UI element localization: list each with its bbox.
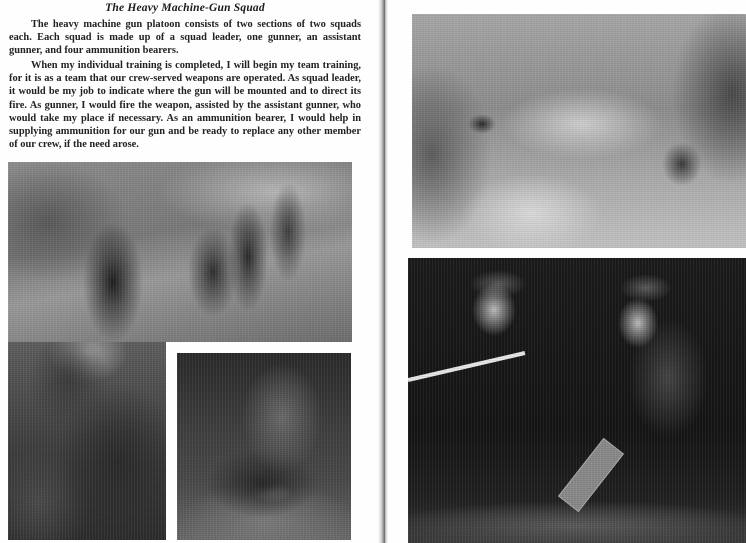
photo-field [412,14,746,248]
photo-brush [8,342,166,540]
paragraph-team-training: When my individual training is completed, I will begin my team training, for it is as a team that our crew-served weapons are operated. As squad leader, it would be my job to indicate where the gun will be mounted and to direct its fire. As gunner, I would fire the weapon, assisted by the assistant gunner, who would take my place if necessary. As an ammunition bearer, I would help in supplying ammunition for our gun and be ready to replace any other member of our crew, if the need arose. [9,60,361,151]
page-title: The Heavy Machine-Gun Squad [105,2,265,14]
photo-gun-crew [408,258,746,543]
right-page [388,0,746,543]
paragraph-squad-composition: The heavy machine gun platoon consists of two sections of two squads each. Each squad is made up of a squad leader, one gunner, an assistant gunner, and four ammunition bearers. [9,19,361,57]
book-gutter [378,0,388,543]
photo-patrol [8,162,352,342]
photo-gunner-kneeling [177,353,351,540]
